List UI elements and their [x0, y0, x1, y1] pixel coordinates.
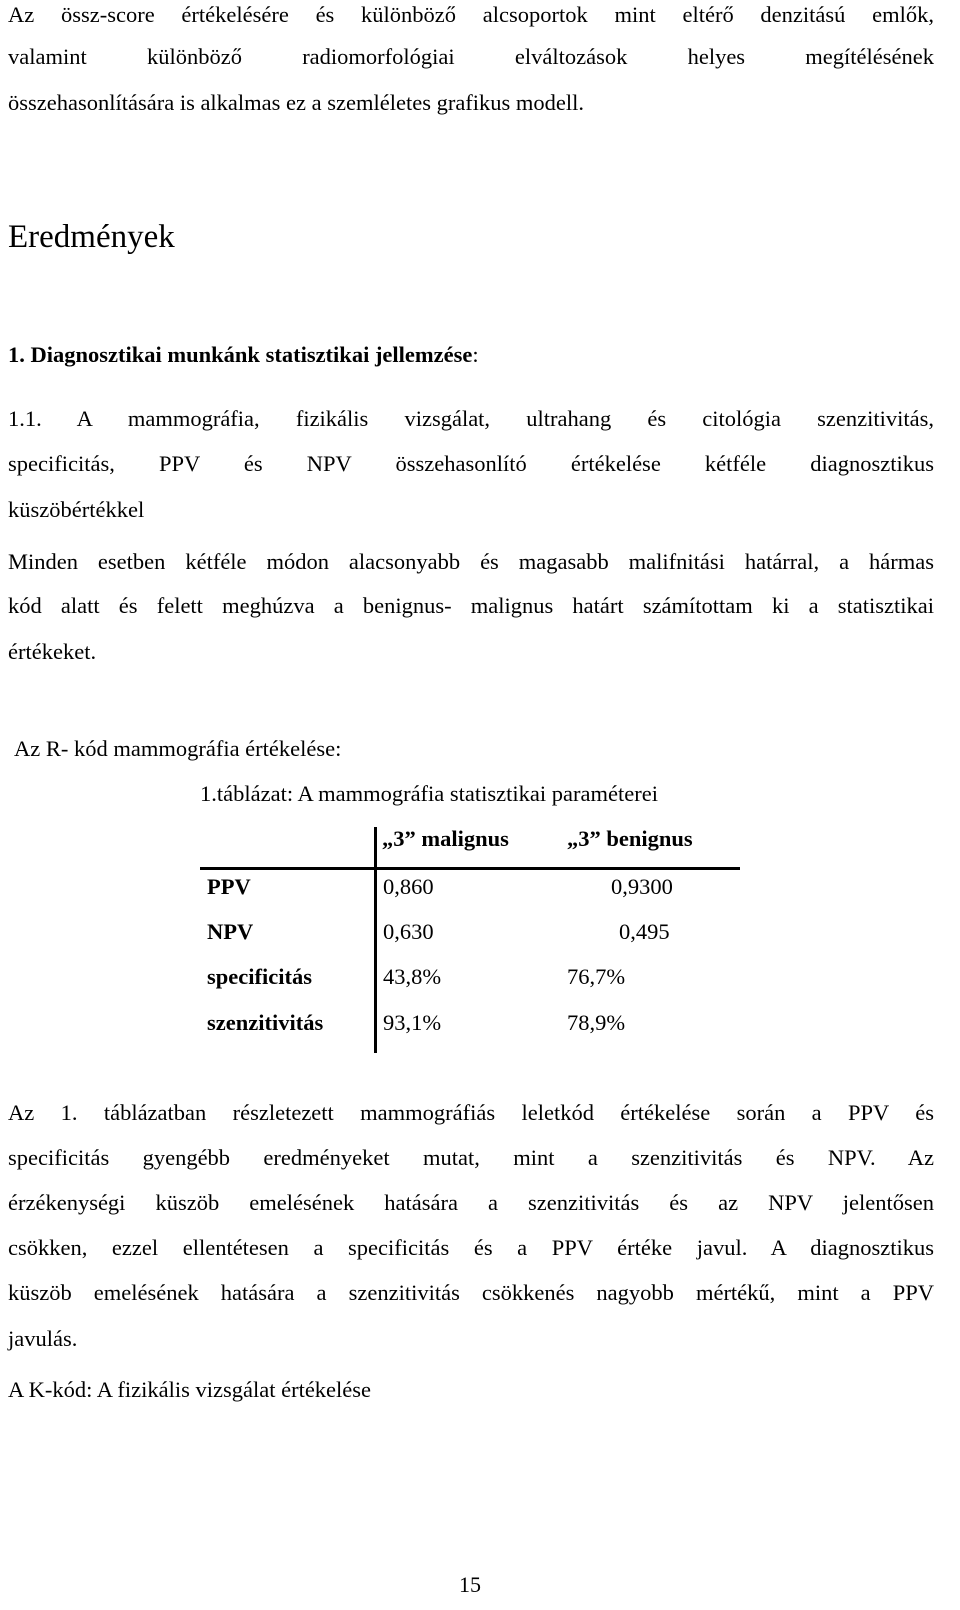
result-line-2: specificitás gyengébb eredményeket mutat, mint a szenzitivitás és NPV. Az [8, 1145, 934, 1170]
subsubsection-line-1: 1.1. A mammográfia, fizikális vizsgálat, ultrahang és citológia szenzitivitás, [8, 406, 934, 431]
row-label-specificitas: specificitás [207, 964, 312, 989]
column-header-malignus: „3” malignus [382, 826, 509, 851]
k-code-heading: A K-kód: A fizikális vizsgálat értékelése [8, 1377, 372, 1402]
method-line-2: kód alatt és felett meghúzva a benignus- malignus határt számítottam ki a statisztikai [8, 593, 934, 618]
intro-line-2: valamint különböző radiomorfológiai elváltozások helyes megítélésének [8, 44, 934, 69]
subsection-colon: : [472, 342, 479, 367]
subsection-title [8, 340, 479, 370]
table-header-rule [200, 867, 740, 870]
result-line-4: csökken, ezzel ellentétesen a specificitás és a PPV értéke javul. A diagnosztikus [8, 1235, 934, 1260]
result-line-6: javulás. [8, 1326, 78, 1351]
table-caption: 1.táblázat: A mammográfia statisztikai paraméterei [200, 781, 658, 806]
row-label-ppv: PPV [207, 874, 251, 899]
page-number: 15 [459, 1572, 481, 1597]
result-line-1: Az 1. táblázatban részletezett mammográfiás leletkód értékelése során a PPV és [8, 1100, 934, 1125]
intro-line-3: összehasonlítására is alkalmas ez a szemléletes grafikus modell. [8, 90, 585, 115]
cell-specificitas-malignus: 43,8% [383, 964, 442, 989]
r-code-heading: Az R- kód mammográfia értékelése: [14, 736, 342, 761]
result-line-3: érzékenységi küszöb emelésének hatására a szenzitivitás és az NPV jelentősen [8, 1190, 934, 1215]
cell-szenzitivitas-benignus: 78,9% [567, 1010, 626, 1035]
column-header-benignus: „3” benignus [567, 826, 693, 851]
cell-npv-benignus: 0,495 [619, 919, 670, 944]
cell-npv-malignus: 0,630 [383, 919, 434, 944]
method-line-3: értékeket. [8, 639, 97, 664]
intro-line-1: Az össz-score értékelésére és különböző alcsoportok mint eltérő denzitású emlők, [8, 2, 934, 27]
table-label-rule [374, 827, 377, 1053]
method-line-1: Minden esetben kétféle módon alacsonyabb és magasabb malifnitási határral, a hármas [8, 549, 934, 574]
cell-ppv-benignus: 0,9300 [611, 874, 673, 899]
subsubsection-line-3: küszöbértékkel [8, 497, 145, 522]
cell-specificitas-benignus: 76,7% [567, 964, 626, 989]
result-line-5: küszöb emelésének hatására a szenzitivitás csökkenés nagyobb mértékű, mint a PPV [8, 1280, 934, 1305]
subsubsection-line-2: specificitás, PPV és NPV összehasonlító értékelése kétféle diagnosztikus [8, 451, 934, 476]
row-label-npv: NPV [207, 919, 254, 944]
cell-szenzitivitas-malignus: 93,1% [383, 1010, 442, 1035]
row-label-szenzitivitas: szenzitivitás [207, 1010, 324, 1035]
section-title: Eredmények [8, 219, 175, 255]
subsection-title-text: 1. Diagnosztikai munkánk statisztikai jellemzése [8, 342, 473, 367]
cell-ppv-malignus: 0,860 [383, 874, 434, 899]
